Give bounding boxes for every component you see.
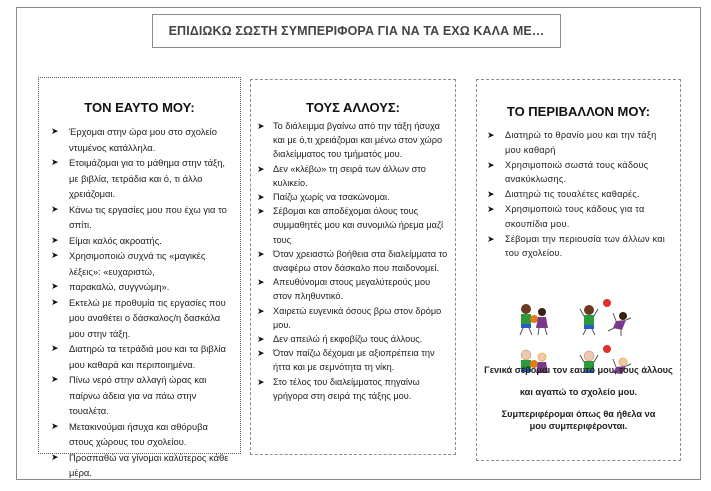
list-item-text: Δεν απειλώ ή εκφοβίζω τους άλλους. <box>273 334 423 345</box>
list-item <box>251 346 455 374</box>
list-item-text: Έρχομαι στην ώρα μου στο σχολείο ντυμένος κατάλληλα. <box>69 126 217 153</box>
arrow-bullet-icon: ➤ <box>257 248 265 259</box>
list-item-text: Διατηρώ το θρανίο μου και την τάξη μου καθαρή <box>505 130 657 155</box>
list-item <box>251 332 455 346</box>
arrow-bullet-icon: ➤ <box>51 234 59 245</box>
page-title: ΕΠΙΔΙΩΚΩ ΣΩΣΤΗ ΣΥΜΠΕΡΙΦΟΡΑ ΓΙΑ ΝΑ ΤΑ ΕΧΩ ΚΑΛΑ ΜΕ… <box>168 24 545 38</box>
list-item-text: Σέβομαι και αποδέχομαι όλους τους συμμαθητές μου και συνομιλώ ήρεμα μαζί τους <box>273 206 444 245</box>
arrow-bullet-icon: ➤ <box>257 192 265 203</box>
list-item <box>477 128 680 158</box>
list-item-text: Χρησιμοποιώ σωστά τους κάδους ανακύκλωσης. <box>505 159 649 185</box>
list-item <box>39 372 240 419</box>
kid-girl-jumping <box>608 312 631 336</box>
title-box <box>152 14 561 48</box>
list-item <box>251 275 455 303</box>
list-item <box>39 233 240 249</box>
list-item-text: Είμαι καλός ακροατής. <box>69 234 162 246</box>
arrow-bullet-icon: ➤ <box>51 451 59 462</box>
column-others <box>250 79 456 455</box>
column-heading: ΤΟΝ ΕΑΥΤΟ ΜΟΥ: <box>84 100 195 115</box>
list-item <box>477 202 680 232</box>
list-item <box>39 295 240 342</box>
list-item-text: Χρησιμοποιώ συχνά τις «μαγικές λέξεις»: «ευχαριστώ, <box>69 250 206 277</box>
arrow-bullet-icon: ➤ <box>51 203 59 214</box>
arrow-bullet-icon: ➤ <box>487 189 495 200</box>
rules-list <box>39 124 240 481</box>
list-item <box>477 187 680 202</box>
arrow-bullet-icon: ➤ <box>257 163 265 174</box>
list-item-text: Μετακινούμαι ήσυχα και αθόρυβα στους χώρους του σχολείου. <box>69 420 208 447</box>
list-item <box>251 304 455 332</box>
list-item <box>251 162 455 190</box>
list-item-text: Όταν παίζω δέχομαι με αξιοπρέπεια την ήττα και με σεμνότητα τη νίκη. <box>273 348 435 373</box>
column-heading: ΤΟ ΠΕΡΙΒΑΛΛΟΝ ΜΟΥ: <box>506 104 651 119</box>
list-item-text: Όταν χρειαστώ βοήθεια στα διαλείμματα το αναφέρω στον δάσκαλο που παιδονομεί. <box>273 248 448 274</box>
list-item <box>39 248 240 279</box>
arrow-bullet-icon: ➤ <box>51 281 59 291</box>
arrow-bullet-icon: ➤ <box>51 250 59 260</box>
list-item-text: Κάνω τις εργασίες μου που έχω για το σπίτι. <box>69 203 227 230</box>
list-item <box>251 247 455 275</box>
list-item-text: Προσπαθώ να γίνομαι καλύτερος κάθε μέρα. <box>69 451 229 478</box>
list-item <box>477 158 680 188</box>
arrow-bullet-icon: ➤ <box>51 157 59 167</box>
list-item <box>251 119 455 162</box>
arrow-bullet-icon: ➤ <box>51 126 59 136</box>
list-item <box>251 375 455 403</box>
list-item-text: Απευθύνομαι στους μεγαλύτερούς μου στον πληθυντικό. <box>273 277 431 302</box>
arrow-bullet-icon: ➤ <box>257 121 265 131</box>
summary-line: και αγαπώ το σχολείο μου. <box>519 387 638 397</box>
list-item-text: Σέβομαι την περιουσία των άλλων και του σχολείου. <box>505 233 665 259</box>
arrow-bullet-icon: ➤ <box>487 130 495 140</box>
list-item <box>39 279 240 295</box>
summary-text <box>477 364 680 442</box>
summary-line: Συμπεριφέρομαι όπως θα ήθελα να μου συμπεριφέρονται. <box>501 409 656 431</box>
list-item <box>251 190 455 204</box>
arrow-bullet-icon: ➤ <box>257 206 265 217</box>
list-item <box>39 341 240 372</box>
arrow-bullet-icon: ➤ <box>257 376 265 387</box>
column-self <box>38 77 241 478</box>
column-environment <box>476 79 681 461</box>
kid-boy-with-basketball <box>520 304 538 335</box>
list-item <box>39 124 240 155</box>
rules-list <box>251 119 455 403</box>
list-item-text: Χαιρετώ ευγενικά όσους βρω στον δρόμο μου. <box>273 305 442 330</box>
list-item-text: Ετοιμάζομαι για το μάθημα στην τάξη, με βιβλία, τετράδια και ό, τι άλλο χρειάζομαι. <box>69 157 226 199</box>
list-item-text: Πίνω νερό στην αλλαγή ώρας και παίρνω άδεια για να πάω στην τουαλέτα. <box>69 374 207 416</box>
rules-list <box>477 128 680 261</box>
arrow-bullet-icon: ➤ <box>487 159 495 170</box>
list-item <box>39 450 240 481</box>
list-item-text: Το διάλειμμα βγαίνω από την τάξη ήσυχα και με ό,τι χρειάζομαι και μένω στον χώρο διαλείμματος του τμήματός μου. <box>273 121 443 160</box>
list-item-text: Εκτελώ με προθυμία τις εργασίες που μου αναθέτει ο δάσκαλος/η δασκάλα μου στην τάξη. <box>69 296 226 339</box>
list-item-text: Διατηρώ τις τουαλέτες καθαρές. <box>505 189 640 200</box>
arrow-bullet-icon: ➤ <box>51 296 59 307</box>
arrow-bullet-icon: ➤ <box>487 203 495 214</box>
list-item-text: Διατηρώ τα τετράδιά μου και τα βιβλία μου καθαρά και περιποιημένα. <box>69 343 226 370</box>
ball-icon <box>603 299 611 307</box>
arrow-bullet-icon: ➤ <box>51 374 59 384</box>
list-item <box>39 155 240 202</box>
kid-girl <box>536 308 548 335</box>
list-item-text: παρακαλώ, συγγνώμη». <box>69 281 170 292</box>
list-item <box>251 204 455 247</box>
column-heading: ΤΟΥΣ ΑΛΛΟΥΣ: <box>306 100 400 115</box>
list-item-text: Στο τέλος του διαλείμματος πηγαίνω γρήγορα στη σειρά της τάξης μου. <box>273 376 420 401</box>
list-item <box>39 202 240 233</box>
list-item <box>39 419 240 450</box>
arrow-bullet-icon: ➤ <box>257 334 265 345</box>
arrow-bullet-icon: ➤ <box>487 233 495 244</box>
list-item-text: Χρησιμοποιώ τους κάδους για τα σκουπίδια μου. <box>505 203 645 229</box>
summary-line: Γενικά σέβομαι τον εαυτό μου, τους άλλους <box>484 365 673 375</box>
arrow-bullet-icon: ➤ <box>257 305 265 316</box>
arrow-bullet-icon: ➤ <box>51 343 59 353</box>
arrow-bullet-icon: ➤ <box>257 348 265 359</box>
arrow-bullet-icon: ➤ <box>257 277 265 288</box>
list-item-text: Δεν «κλέβω» τη σειρά των άλλων στο κυλικείο. <box>273 163 426 188</box>
list-item-text: Παίζω χωρίς να τσακώνομαι. <box>273 192 390 203</box>
list-item <box>477 232 680 262</box>
ball-icon <box>603 345 611 353</box>
arrow-bullet-icon: ➤ <box>51 420 59 431</box>
kid-boy-catching <box>580 305 598 335</box>
